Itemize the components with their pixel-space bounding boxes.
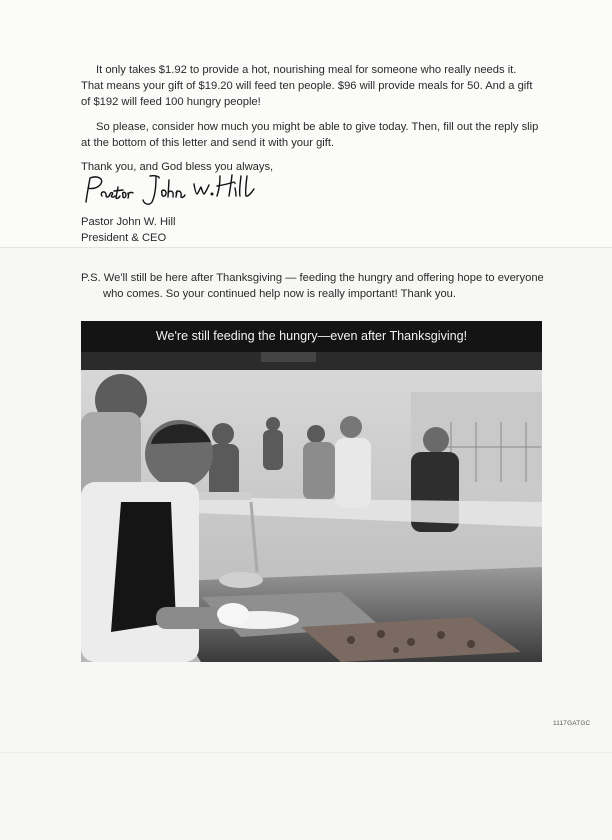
- letter-paragraph-1: It only takes $1.92 to provide a hot, nourishing meal for someone who really needs it. That means your gift of $19.20 will feed ten people. $96 will provide meals for 50. And a gift of $192 will feed 100 hungry people!: [81, 64, 533, 108]
- signer-name: Pastor John W. Hill: [81, 216, 176, 228]
- letter-closing: Thank you, and God bless you always,: [81, 161, 274, 173]
- signature-graphic: [80, 172, 270, 208]
- signer-title: President & CEO: [81, 232, 167, 244]
- serving-line-illustration: [81, 352, 542, 662]
- photo-block: [81, 321, 542, 662]
- letter-body: [81, 62, 541, 175]
- letter-paragraph-2: So please, consider how much you might be able to give today. Then, fill out the reply slip at the bottom of this letter and send it with your gift.: [81, 121, 539, 149]
- handwritten-signature: [80, 172, 270, 208]
- fold-line: [0, 247, 612, 248]
- serving-line-photo: [81, 352, 542, 662]
- mailing-code: 1117GATGC: [553, 720, 591, 727]
- page-edge: [0, 752, 612, 753]
- postscript: P.S. We'll still be here after Thanksgiving — feeding the hungry and offering hope to everyone who comes. So your continued help now is really important! Thank you.: [81, 272, 544, 301]
- photo-banner: We're still feeding the hungry—even after Thanksgiving!: [81, 321, 542, 352]
